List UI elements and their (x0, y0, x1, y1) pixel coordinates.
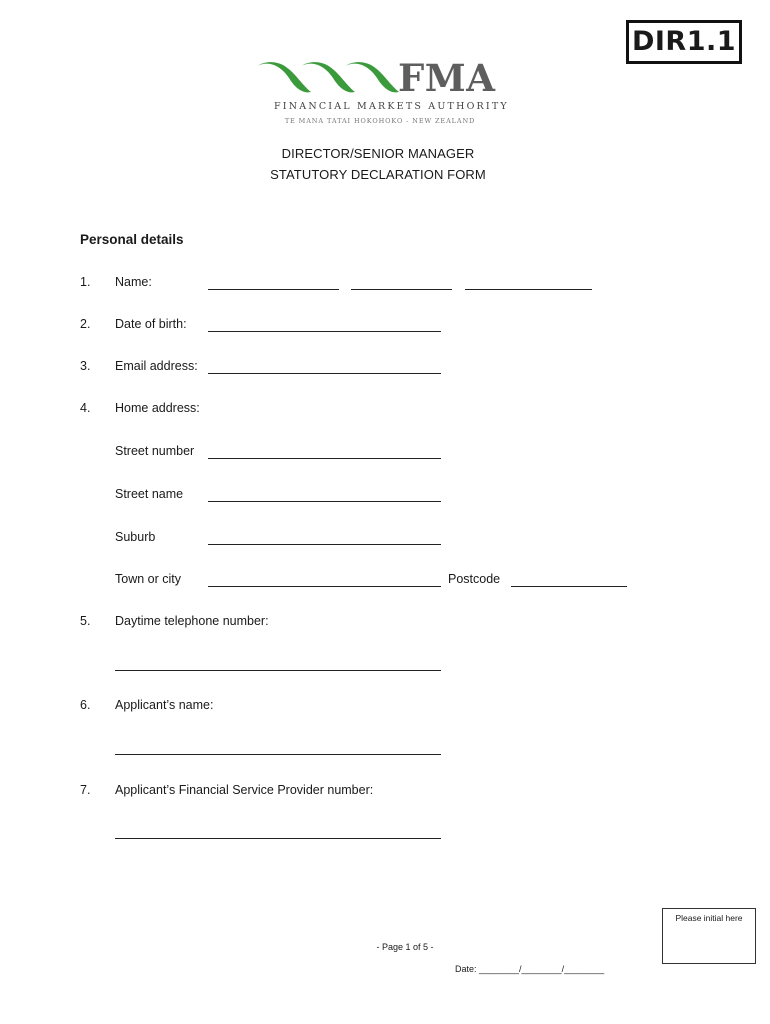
section-heading-personal-details: Personal details (80, 232, 184, 247)
home-address-label: Home address: (115, 401, 200, 415)
email-label: Email address: (115, 359, 198, 373)
street-name-label: Street name (115, 487, 184, 501)
fsp-number-input-line[interactable] (115, 838, 441, 839)
suburb-label: Suburb (115, 530, 156, 544)
initial-box-label: Please initial here (675, 913, 743, 923)
dob-input-line[interactable] (208, 331, 441, 332)
item-number: 7. (80, 783, 91, 797)
item-number: 3. (80, 359, 91, 373)
item-number: 6. (80, 698, 91, 712)
suburb-input-line[interactable] (208, 544, 441, 545)
telephone-input-line[interactable] (115, 670, 441, 671)
postcode-label: Postcode (448, 572, 501, 586)
email-input-line[interactable] (208, 373, 441, 374)
street-name-input-line[interactable] (208, 501, 441, 502)
item-number: 2. (80, 317, 91, 331)
telephone-label: Daytime telephone number: (115, 614, 269, 628)
page-number: - Page 1 of 5 - (376, 942, 434, 952)
form-code-badge: DIR1.1 (626, 20, 742, 64)
date-field[interactable]: Date: ________/________/________ (455, 964, 605, 974)
item-number: 1. (80, 275, 91, 289)
dob-label: Date of birth: (115, 317, 187, 331)
street-number-label: Street number (115, 444, 195, 458)
logo-tagline: TE MANA TATAI HOKOHOKO - NEW ZEALAND (284, 117, 476, 125)
town-input-line[interactable] (208, 586, 441, 587)
first-name-input-line[interactable] (208, 289, 339, 290)
item-number: 4. (80, 401, 91, 415)
fma-logo-wordmark: FMA (398, 56, 496, 100)
applicant-name-input-line[interactable] (115, 754, 441, 755)
town-label: Town or city (115, 572, 181, 586)
initial-box[interactable] (662, 908, 756, 964)
item-number: 5. (80, 614, 91, 628)
last-name-input-line[interactable] (465, 289, 592, 290)
fma-logo-waves-icon (255, 58, 405, 98)
middle-name-input-line[interactable] (351, 289, 452, 290)
logo-org-name: FINANCIAL MARKETS AUTHORITY (274, 101, 509, 112)
postcode-input-line[interactable] (511, 586, 627, 587)
street-number-input-line[interactable] (208, 458, 441, 459)
form-title-line2: STATUTORY DECLARATION FORM (270, 167, 486, 182)
fsp-number-label: Applicant’s Financial Service Provider number: (115, 783, 374, 797)
name-label: Name: (115, 275, 152, 289)
applicant-name-label: Applicant’s name: (115, 698, 214, 712)
form-title-line1: DIRECTOR/SENIOR MANAGER (281, 146, 475, 161)
